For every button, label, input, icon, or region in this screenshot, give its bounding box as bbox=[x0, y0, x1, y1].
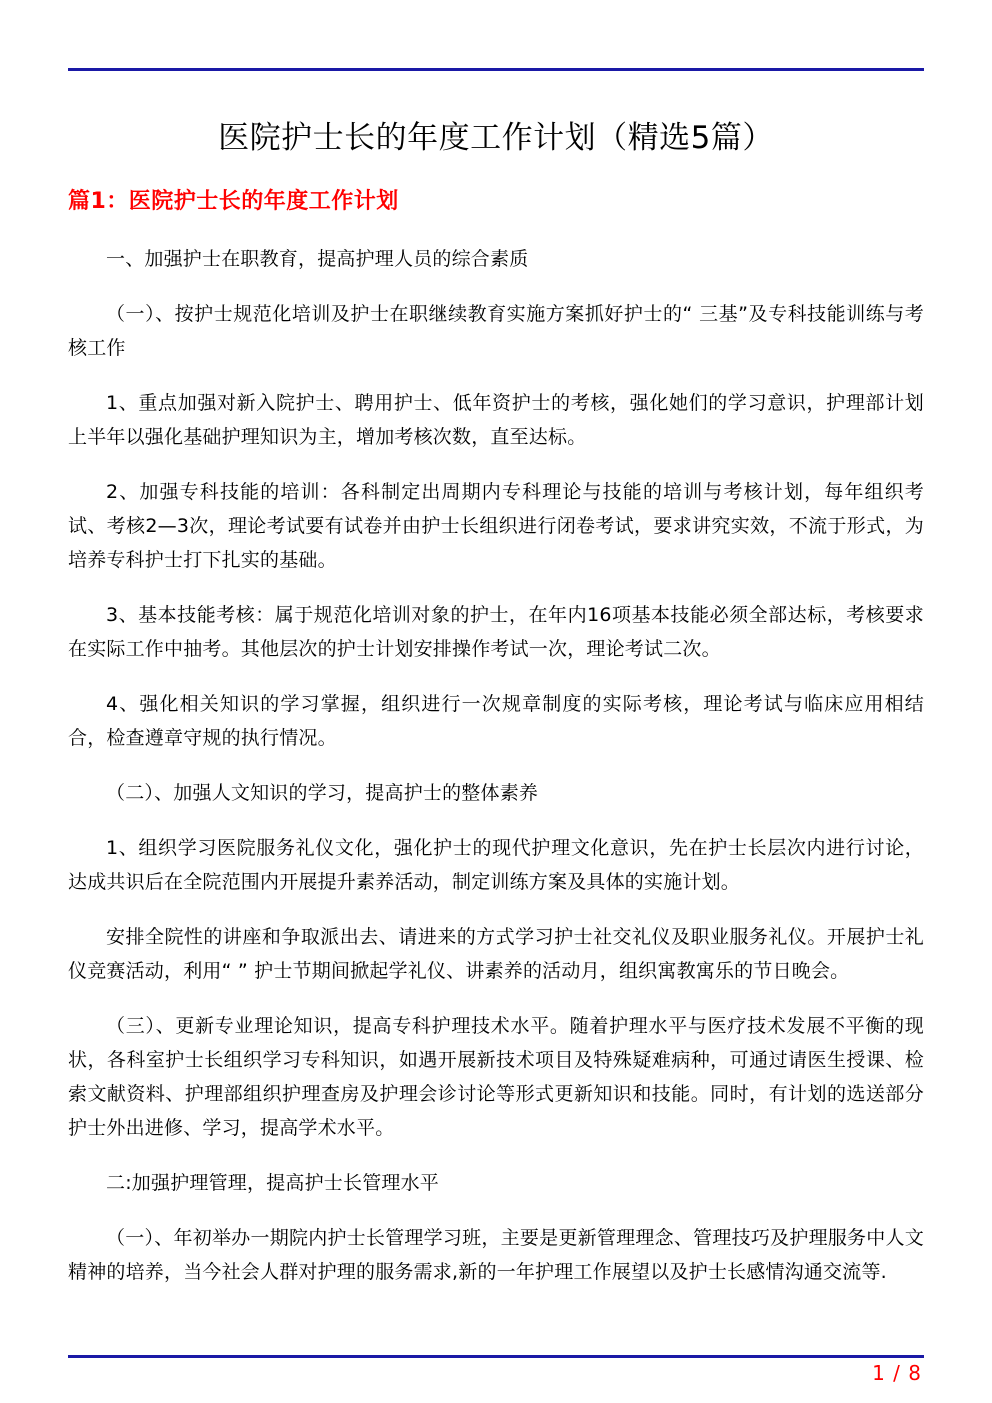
paragraph: （三）、更新专业理论知识，提高专科护理技术水平。随着护理水平与医疗技术发展不平衡的现状，各科室护士长组织学习专科知识，如遇开展新技术项目及特殊疑难病种，可通过请医生授课、检索文献资料、护理部组织护理查房及护理会诊讨论等形式更新知识和技能。同时，有计划的选送部分护士外出进修、学习，提高学术水平。 bbox=[68, 1015, 924, 1139]
paragraph: 1、重点加强对新入院护士、聘用护士、低年资护士的考核，强化她们的学习意识，护理部计划上半年以强化基础护理知识为主，增加考核次数，直至达标。 bbox=[68, 392, 924, 448]
document-content bbox=[68, 118, 924, 1289]
paragraph-list bbox=[68, 242, 924, 1289]
header-divider bbox=[68, 68, 924, 71]
paragraph: 2、加强专科技能的培训：各科制定出周期内专科理论与技能的培训与考核计划，每年组织考试、考核2—3次，理论考试要有试卷并由护士长组织进行闭卷考试，要求讲究实效，不流于形式，为培养专科护士打下扎实的基础。 bbox=[68, 481, 924, 571]
page-title: 医院护士长的年度工作计划（精选5篇） bbox=[218, 120, 774, 156]
paragraph: （一）、年初举办一期院内护士长管理学习班，主要是更新管理理念、管理技巧及护理服务中人文精神的培养，当今社会人群对护理的服务需求,新的一年护理工作展望以及护士长感情沟通交流等. bbox=[68, 1227, 924, 1283]
section-heading: 篇1：医院护士长的年度工作计划 bbox=[68, 189, 399, 214]
paragraph: 3、基本技能考核：属于规范化培训对象的护士，在年内16项基本技能必须全部达标，考核要求在实际工作中抽考。其他层次的护士计划安排操作考试一次，理论考试二次。 bbox=[68, 604, 924, 660]
paragraph: 1、组织学习医院服务礼仪文化，强化护士的现代护理文化意识，先在护士长层次内进行讨论，达成共识后在全院范围内开展提升素养活动，制定训练方案及具体的实施计划。 bbox=[68, 837, 924, 893]
paragraph: （一）、按护士规范化培训及护士在职继续教育实施方案抓好护士的“ 三基”及专科技能训练与考核工作 bbox=[68, 303, 924, 359]
paragraph: （二）、加强人文知识的学习，提高护士的整体素养 bbox=[106, 782, 539, 804]
footer-divider bbox=[68, 1355, 924, 1358]
paragraph: 4、强化相关知识的学习掌握，组织进行一次规章制度的实际考核，理论考试与临床应用相结合，检查遵章守规的执行情况。 bbox=[68, 693, 924, 749]
page-number: 1 / 8 bbox=[872, 1361, 922, 1385]
paragraph: 一、加强护士在职教育，提高护理人员的综合素质 bbox=[106, 248, 529, 270]
paragraph: 二:加强护理管理，提高护士长管理水平 bbox=[106, 1172, 440, 1194]
paragraph: 安排全院性的讲座和争取派出去、请进来的方式学习护士社交礼仪及职业服务礼仪。开展护士礼仪竞赛活动，利用“ ” 护士节期间掀起学礼仪、讲素养的活动月，组织寓教寓乐的节日晚会。 bbox=[68, 926, 924, 982]
